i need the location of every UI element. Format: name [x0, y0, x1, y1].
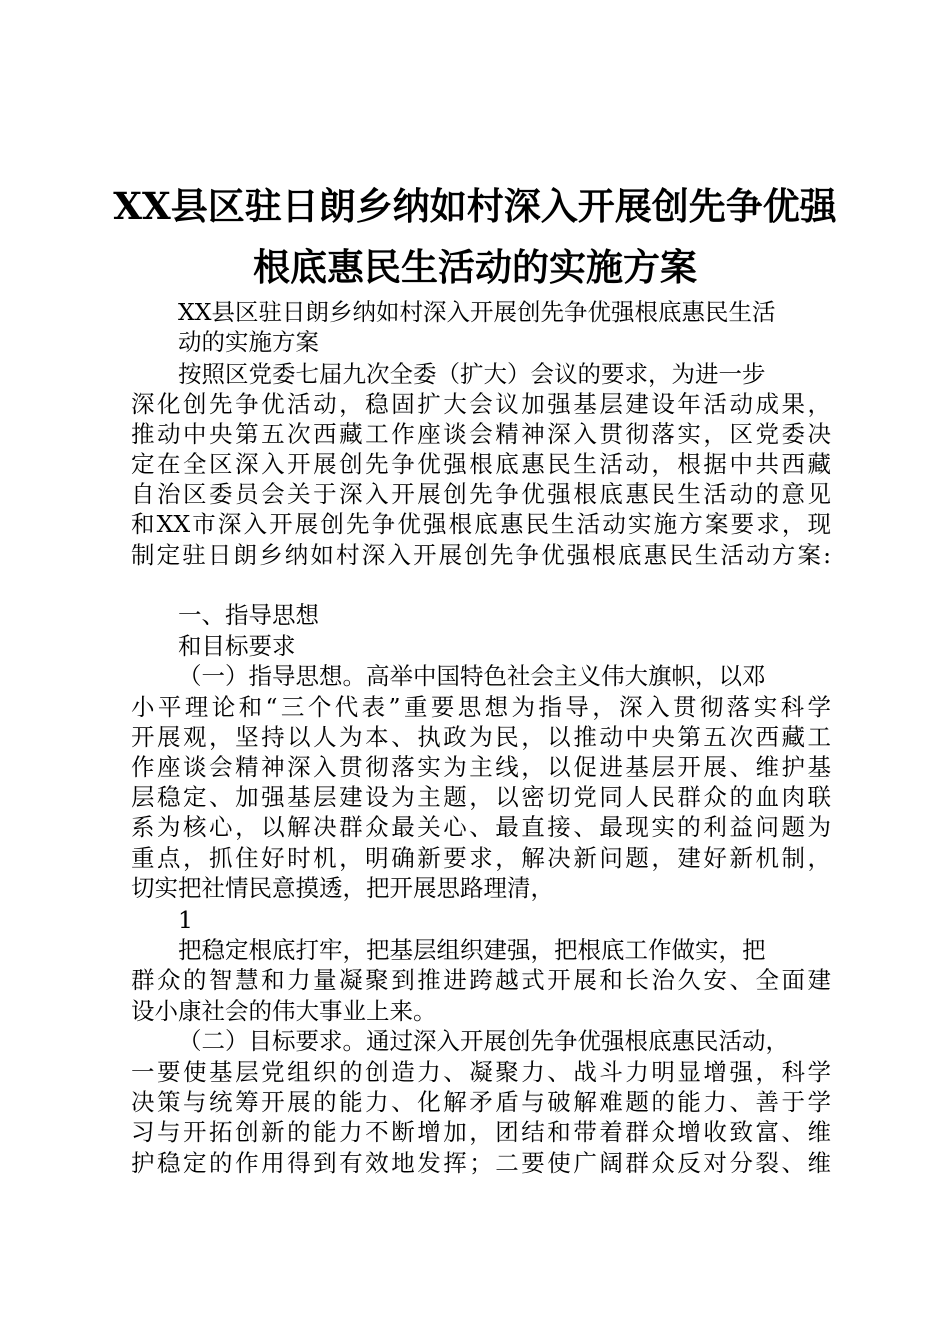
para3-line-2: 群众的智慧和力量凝聚到推进跨越式开展和长治久安、全面建 [131, 966, 831, 994]
subtitle-line-2: 动的实施方案 [178, 328, 319, 356]
para3-line-3: 设小康社会的伟大事业上来。 [131, 997, 437, 1025]
para2-line-8: 切实把社情民意摸透，把开展思路理清， [131, 874, 554, 902]
para1-line-6: 和XX市深入开展创先争优强根底惠民生活动实施方案要求，现 [131, 510, 831, 538]
para2-line-1: （一）指导思想。高举中国特色社会主义伟大旗帜，以邓 [178, 662, 766, 690]
para1-line-4: 定在全区深入开展创先争优强根底惠民生活动，根据中共西藏 [131, 450, 831, 478]
para1-line-2: 深化创先争优活动，稳固扩大会议加强基层建设年活动成果， [131, 390, 831, 418]
para2-line-2: 小平理论和“三个代表”重要思想为指导，深入贯彻落实科学 [131, 693, 831, 721]
para1-line-1: 按照区党委七届九次全委（扩大）会议的要求，为进一步 [178, 360, 766, 388]
para2-line-7: 重点，抓住好时机，明确新要求，解决新问题，建好新机制， [131, 844, 831, 872]
para2-line-6: 系为核心，以解决群众最关心、最直接、最现实的利益问题为 [131, 813, 831, 841]
section1-heading-line-1: 一、指导思想 [178, 601, 319, 629]
para4-line-5: 护稳定的作用得到有效地发挥；二要使广阔群众反对分裂、维 [131, 1149, 831, 1177]
para4-line-3: 决策与统筹开展的能力、化解矛盾与破解难题的能力、善于学 [131, 1088, 831, 1116]
document-title-line-1: XX县区驻日朗乡纳如村深入开展创先争优强 [113, 184, 837, 228]
document-title-line-2: 根底惠民生活动的实施方案 [253, 245, 697, 289]
para1-line-5: 自治区委员会关于深入开展创先争优强根底惠民生活动的意见 [131, 480, 831, 508]
section1-heading-line-2: 和目标要求 [178, 632, 296, 660]
para1-line-3: 推动中央第五次西藏工作座谈会精神深入贯彻落实，区党委决 [131, 420, 831, 448]
para2-line-5: 层稳定、加强基层建设为主题，以密切党同人民群众的血肉联 [131, 783, 831, 811]
para1-line-7: 制定驻日朗乡纳如村深入开展创先争优强根底惠民生活动方案: [131, 541, 831, 569]
para4-line-2: 一要使基层党组织的创造力、凝聚力、战斗力明显增强，科学 [131, 1058, 831, 1086]
subtitle-line-1: XX县区驻日朗乡纳如村深入开展创先争优强根底惠民生活 [178, 298, 776, 326]
page-number: 1 [178, 906, 193, 934]
para2-line-3: 开展观，坚持以人为本、执政为民，以推动中央第五次西藏工 [131, 723, 831, 751]
para3-line-1: 把稳定根底打牢，把基层组织建强，把根底工作做实，把 [178, 936, 766, 964]
para4-line-4: 习与开拓创新的能力不断增加，团结和带着群众增收致富、维 [131, 1118, 831, 1146]
para4-line-1: （二）目标要求。通过深入开展创先争优强根底惠民活动， [178, 1027, 789, 1055]
para2-line-4: 作座谈会精神深入贯彻落实为主线，以促进基层开展、维护基 [131, 753, 831, 781]
